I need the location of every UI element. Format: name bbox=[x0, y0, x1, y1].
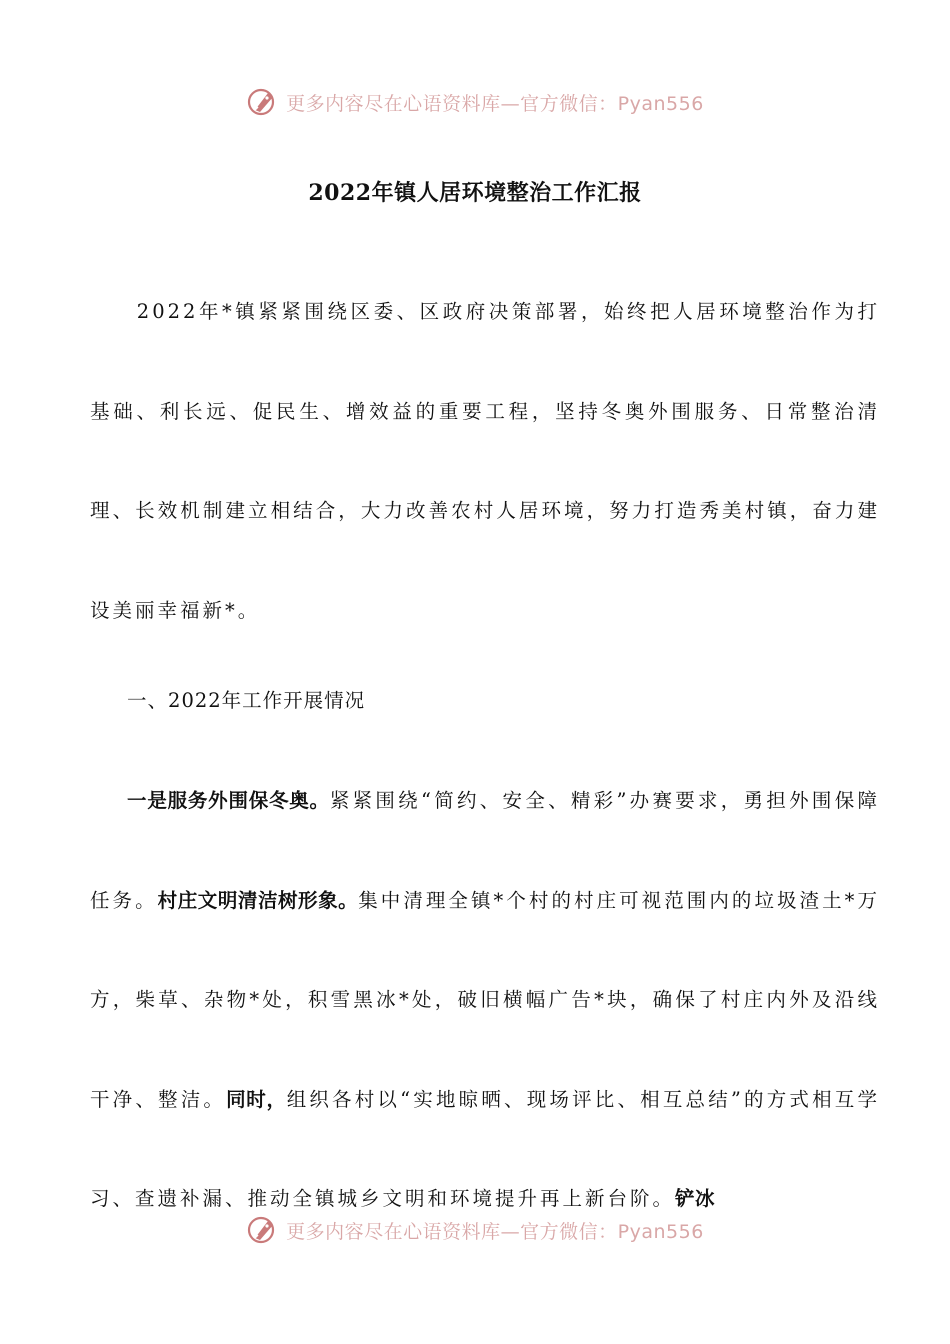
document-title: 2022年镇人居环境整治工作汇报 bbox=[308, 180, 642, 206]
watermark-header bbox=[0, 82, 950, 122]
paragraph-text: 集中清理全镇*个村的村庄可视范围内的垃圾渣土*万方，柴草、杂物*处，积雪黑冰*处，破旧横幅广告*块，确保了村庄内外及沿线干净、整洁。 bbox=[90, 888, 880, 1111]
pen-nib-circle-icon bbox=[246, 85, 280, 119]
paragraph-text: 紧紧围绕“简约、安全、精彩”办赛要求，勇担外围保障任务。 bbox=[90, 789, 880, 912]
document-body bbox=[90, 262, 880, 1249]
section-heading: 一、2022年工作开展情况 bbox=[127, 689, 366, 712]
bold-phrase: 铲冰 bbox=[675, 1187, 716, 1210]
watermark-text: 更多内容尽在心语资料库—官方微信：Pyan556 bbox=[286, 1220, 704, 1243]
bold-phrase: 村庄文明清洁树形象。 bbox=[157, 888, 359, 912]
bold-phrase: 一是服务外围保冬奥。 bbox=[127, 789, 330, 812]
pen-nib-circle-icon bbox=[246, 1213, 280, 1247]
watermark-text: 更多内容尽在心语资料库—官方微信：Pyan556 bbox=[286, 92, 704, 115]
intro-paragraph: 2022年*镇紧紧围绕区委、区政府决策部署，始终把人居环境整治作为打基础、利长远、促民生、增效益的重要工程，坚持冬奥外围服务、日常整治清理、长效机制建立相结合，大力改善农村人居环境，努力打造秀美村镇，奋力建设美丽幸福新*。 bbox=[90, 300, 880, 622]
bold-phrase: 同时， bbox=[226, 1087, 287, 1111]
watermark-footer bbox=[0, 1210, 950, 1250]
section-paragraph bbox=[90, 751, 880, 1249]
paragraph-text: 组织各村以“实地晾晒、现场评比、相互总结”的方式相互学习、查遗补漏、推动全镇城乡文明和环境提升再上新台阶。 bbox=[90, 1087, 880, 1210]
